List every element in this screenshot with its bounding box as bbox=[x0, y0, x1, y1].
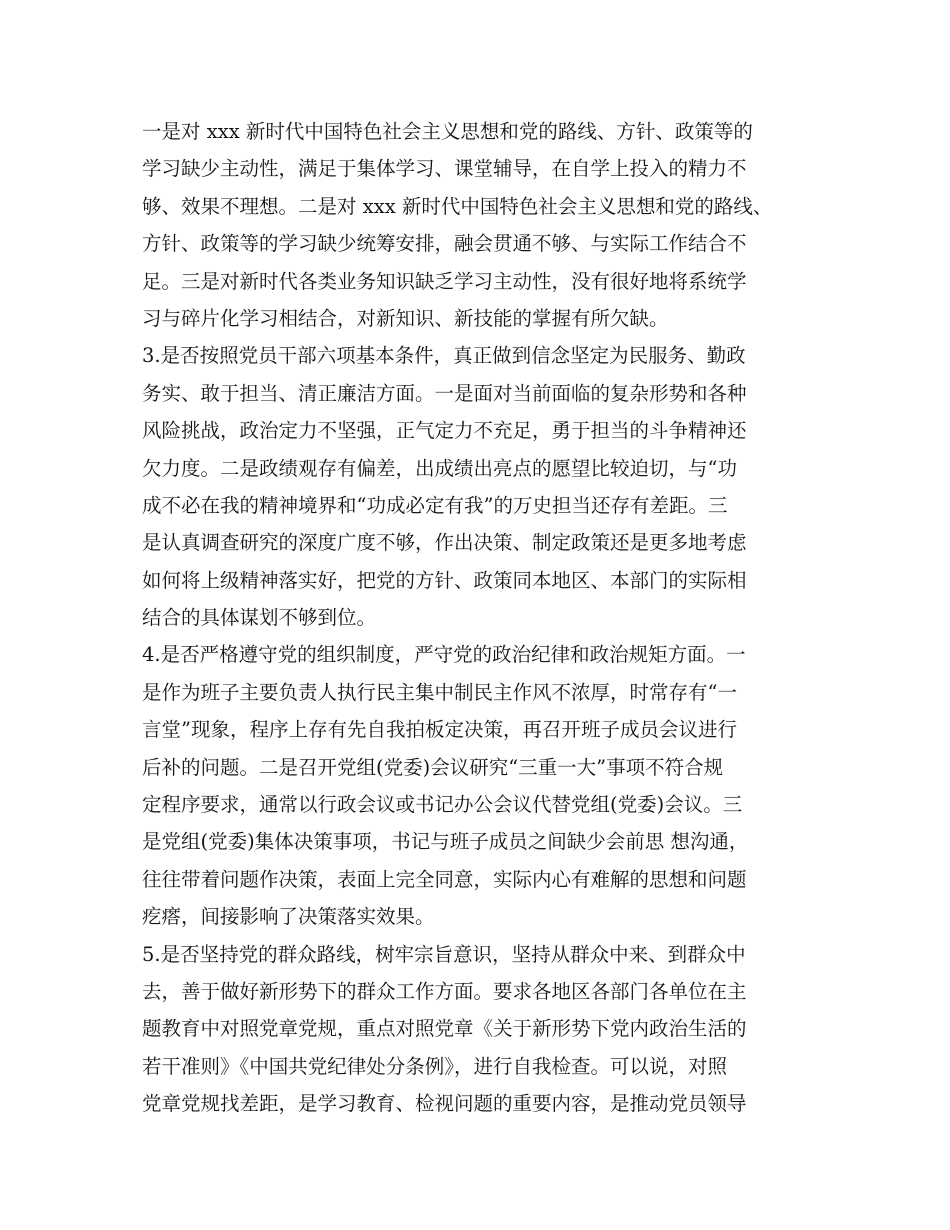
text-line: 题教育中对照党章党规，重点对照党章《关于新形势下党内政治生活的 bbox=[142, 1017, 747, 1041]
text-line: 是党组(党委)集体决策事项，书记与班子成员之间缺少会前思 想沟通， bbox=[142, 830, 749, 854]
text-line: 去，善于做好新形势下的群众工作方面。要求各地区各部门各单位在主 bbox=[142, 979, 747, 1003]
text-line: 够、效果不理想。二是对 xxx 新时代中国特色社会主义思想和党的路线、 bbox=[142, 194, 773, 218]
text-line: 后补的问题。二是召开党组(党委)会议研究“三重一大”事项不符合规 bbox=[142, 755, 724, 779]
text-line: 一是对 xxx 新时代中国特色社会主义思想和党的路线、方针、政策等的 bbox=[142, 120, 753, 143]
text-line: 成不必在我的精神境界和“功成必定有我”的万史担当还存有差距。三 bbox=[142, 493, 728, 517]
text-line: 4.是否严格遵守党的组织制度，严守党的政治纪律和政治规矩方面。一 bbox=[142, 643, 746, 667]
text-line: 是作为班子主要负责人执行民主集中制民主作风不浓厚，时常存有“一 bbox=[142, 680, 737, 704]
text-line: 风险挑战，政治定力不坚强，正气定力不充足，勇于担当的斗争精神还 bbox=[142, 419, 747, 443]
document-body bbox=[142, 113, 822, 1123]
text-line: 言堂”现象，程序上存有先自我拍板定决策，再召开班子成员会议进行 bbox=[142, 718, 737, 742]
text-line: 方针、政策等的学习缺少统筹安排，融会贯通不够、与实际工作结合不 bbox=[142, 232, 747, 256]
text-line: 往往带着问题作决策，表面上完全同意，实际内心有难解的思想和问题 bbox=[142, 867, 747, 891]
text-line: 5.是否坚持党的群众路线，树牢宗旨意识，坚持从群众中来、到群众中 bbox=[142, 942, 746, 966]
text-line: 务实、敢于担当、清正廉洁方面。一是面对当前面临的复杂形势和各种 bbox=[142, 381, 747, 405]
text-line: 是认真调查研究的深度广度不够，作出决策、制定政策还是更多地考虑 bbox=[142, 531, 747, 555]
text-line: 若干准则》《中国共党纪律处分条例》，进行自我检查。可以说，对照 bbox=[142, 1054, 728, 1078]
text-line: 党章党规找差距，是学习教育、检视问题的重要内容，是推动党员领导 bbox=[142, 1092, 747, 1116]
text-line: 学习缺少主动性，满足于集体学习、课堂辅导，在自学上投入的精力不 bbox=[142, 157, 747, 181]
text-line: 定程序要求，通常以行政会议或书记办公会议代替党组(党委)会议。三 bbox=[142, 793, 743, 817]
text-line: 足。三是对新时代各类业务知识缺乏学习主动性，没有很好地将系统学 bbox=[142, 269, 747, 293]
text-line: 如何将上级精神落实好，把党的方针、政策同本地区、本部门的实际相 bbox=[142, 568, 747, 592]
text-line: 3.是否按照党员干部六项基本条件，真正做到信念坚定为民服务、勤政 bbox=[142, 344, 746, 368]
text-line: 欠力度。二是政绩观存有偏差，出成绩出亮点的愿望比较迫切，与“功 bbox=[142, 456, 737, 480]
text-line: 结合的具体谋划不够到位。 bbox=[142, 606, 377, 630]
text-line: 习与碎片化学习相结合，对新知识、新技能的掌握有所欠缺。 bbox=[142, 306, 669, 330]
text-line: 疙瘩，间接影响了决策落实效果。 bbox=[142, 905, 435, 929]
